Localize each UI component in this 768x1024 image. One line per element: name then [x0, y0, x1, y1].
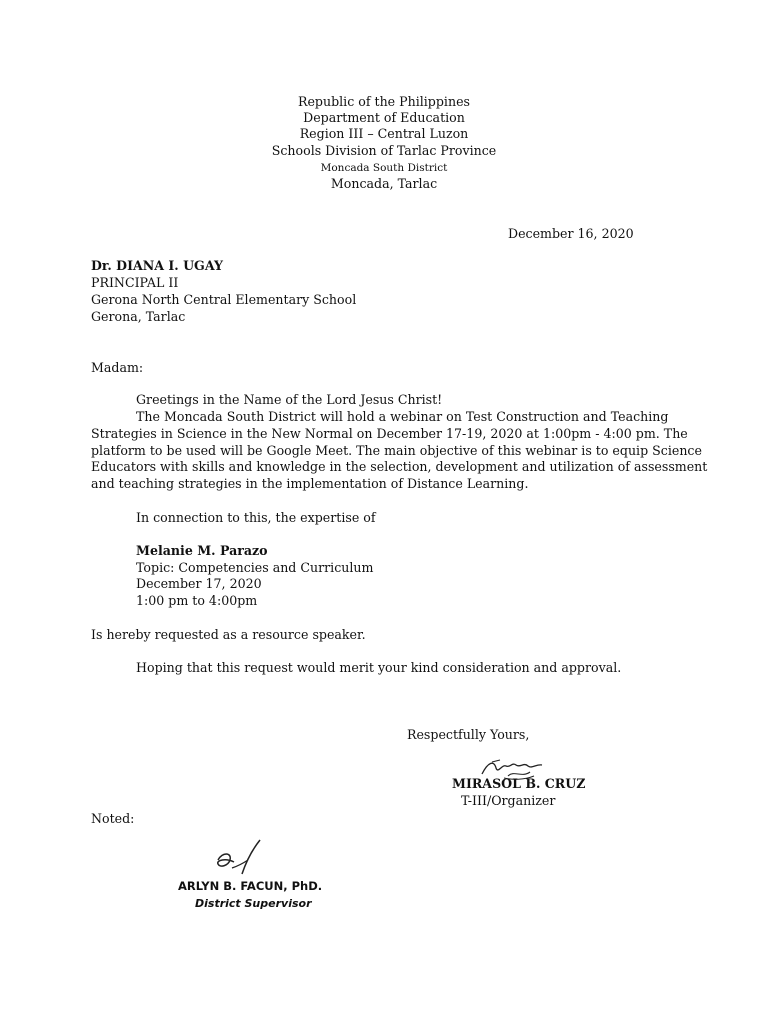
header-republic: Republic of the Philippines	[297, 94, 470, 109]
body-paragraph-line: Strategies in Science in the New Normal on December 17-19, 2020 at 1:00pm - 4:00 pm. The	[91, 426, 688, 441]
salutation: Madam:	[91, 360, 144, 375]
hoping-line: Hoping that this request would merit your kind consideration and approval.	[136, 660, 622, 675]
greeting-line: Greetings in the Name of the Lord Jesus Christ!	[136, 392, 443, 407]
speaker-time: 1:00 pm to 4:00pm	[136, 593, 258, 608]
recipient-address: Gerona, Tarlac	[91, 309, 186, 324]
supervisor-name: ARLYN B. FACUN, PhD.	[178, 879, 323, 893]
organizer-name: MIRASOL B. CRUZ	[452, 776, 586, 791]
body-paragraph-line: The Moncada South District will hold a webinar on Test Construction and Teaching	[136, 409, 669, 424]
connection-line: In connection to this, the expertise of	[136, 510, 376, 525]
header-division: Schools Division of Tarlac Province	[271, 143, 497, 158]
speaker-topic: Topic: Competencies and Curriculum	[136, 560, 374, 575]
letter-date: December 16, 2020	[508, 226, 634, 241]
speaker-date: December 17, 2020	[136, 576, 262, 591]
header-district: Moncada South District	[320, 162, 448, 174]
speaker-name: Melanie M. Parazo	[136, 543, 268, 558]
noted-label: Noted:	[91, 811, 135, 826]
header-location: Moncada, Tarlac	[330, 176, 438, 191]
organizer-title: T-III/Organizer	[461, 793, 556, 808]
recipient-name: Dr. DIANA I. UGAY	[91, 258, 223, 273]
body-paragraph-line: platform to be used will be Google Meet. The main objective of this webinar is to equip Science	[91, 443, 702, 458]
recipient-school: Gerona North Central Elementary School	[91, 292, 357, 307]
supervisor-signature-icon	[212, 838, 272, 878]
body-paragraph-line: and teaching strategies in the implementation of Distance Learning.	[91, 476, 529, 491]
header-region: Region III – Central Luzon	[299, 126, 469, 141]
supervisor-title: District Supervisor	[195, 897, 312, 910]
header-department: Department of Education	[303, 110, 465, 125]
valediction: Respectfully Yours,	[407, 727, 530, 742]
request-line: Is hereby requested as a resource speaker.	[91, 627, 366, 642]
recipient-position: PRINCIPAL II	[91, 275, 179, 290]
body-paragraph-line: Educators with skills and knowledge in the selection, development and utilization of assessment	[91, 459, 708, 474]
